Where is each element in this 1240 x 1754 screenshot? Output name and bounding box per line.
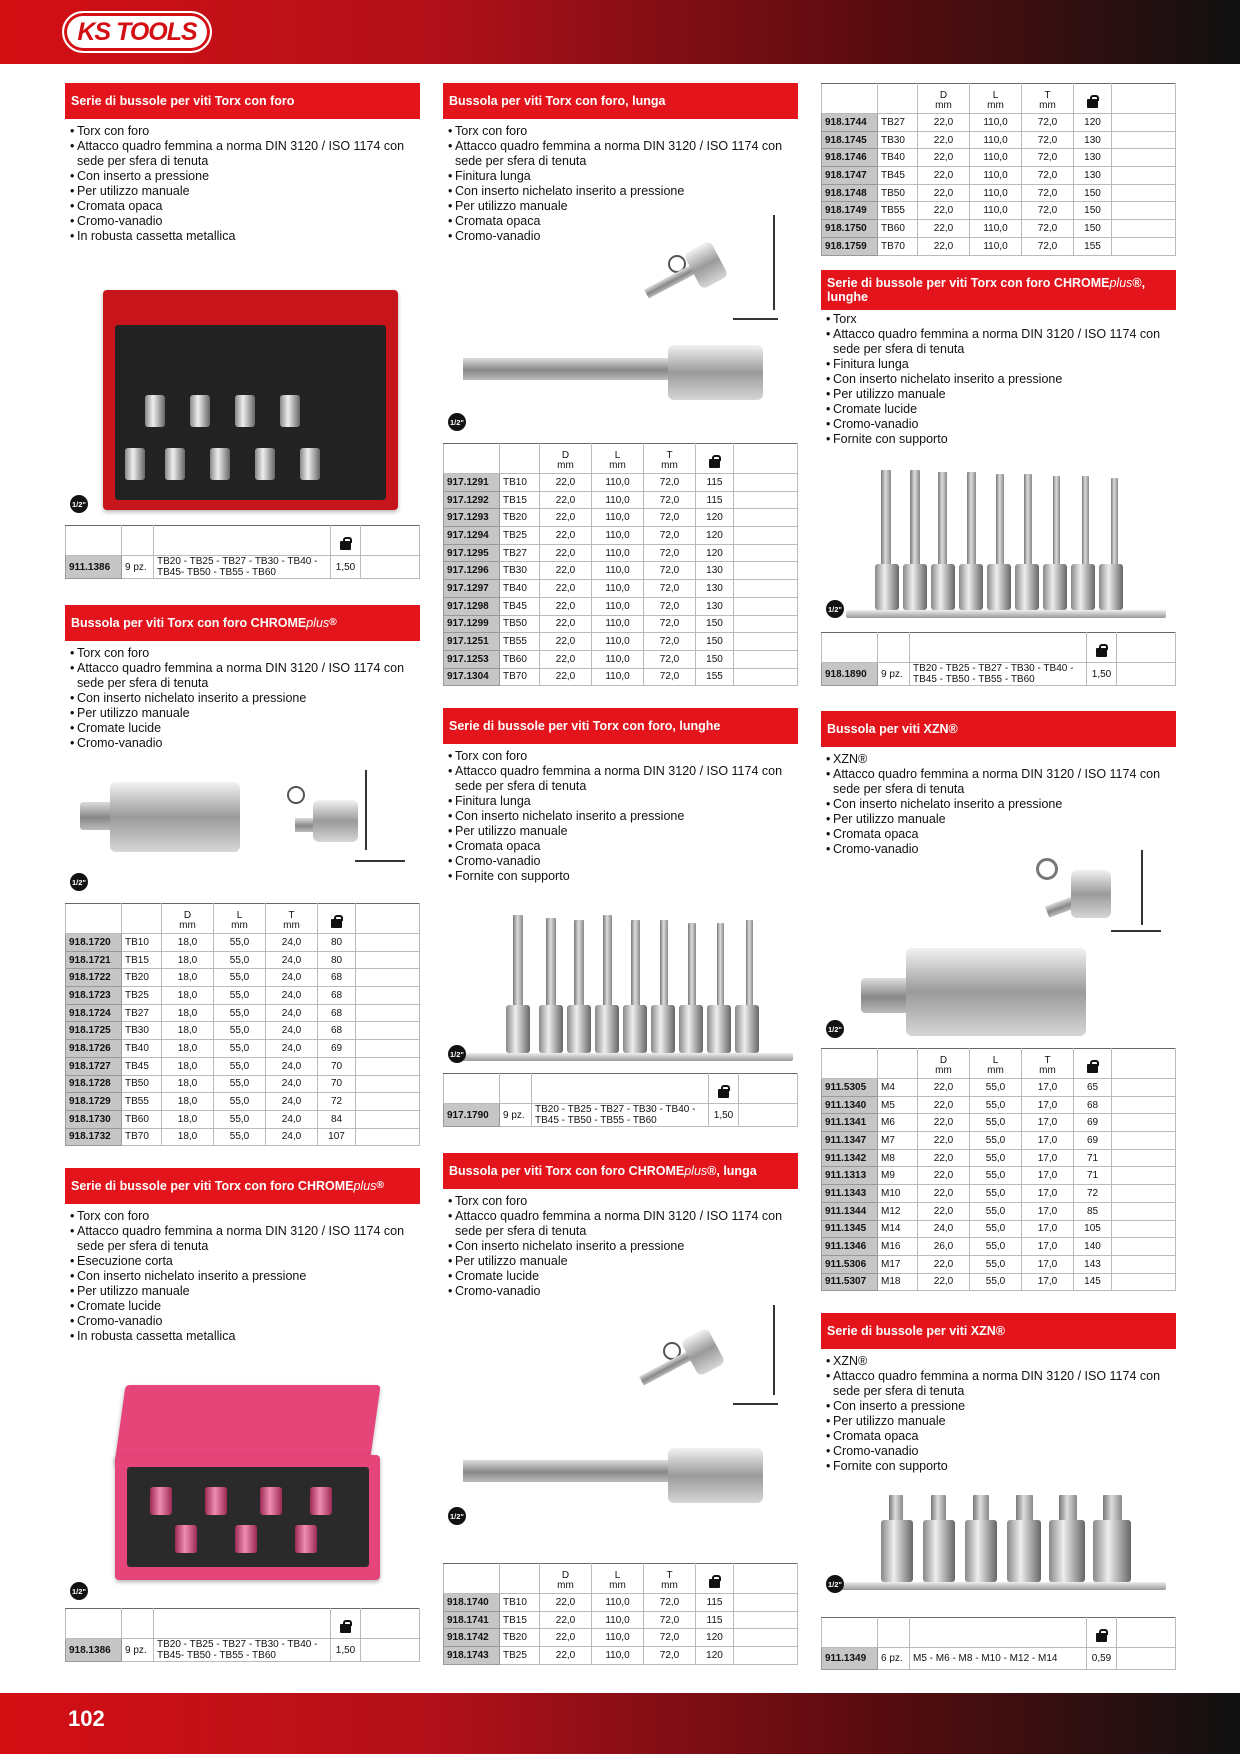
feature-item: • Esecuzione corta <box>65 1254 420 1269</box>
feature-item: • Cromata opaca <box>821 827 1176 842</box>
table-row: 911.1344 M12 22,0 55,0 17,0 85 <box>822 1202 1176 1220</box>
feature-item: • Cromate lucide <box>65 1299 420 1314</box>
feature-item: • Per utilizzo manuale <box>443 199 798 214</box>
product-image-xzn-rail-set <box>821 1490 1176 1605</box>
feature-item: • Cromo-vanadio <box>821 842 1176 857</box>
product-image-rail-set <box>443 905 798 1070</box>
table-row: 911.1346 M16 26,0 55,0 17,0 140 <box>822 1238 1176 1256</box>
feature-item: • Cromo-vanadio <box>443 854 798 869</box>
feature-item: • Con inserto nichelato inserito a pressione <box>443 809 798 824</box>
kit-table-s8: 918.1890 9 pz. TB20 - TB25 - TB27 - TB30 - TB40 - TB45 - TB50 - TB55 - TB60 1,50 <box>821 632 1176 686</box>
feature-item: • Con inserto nichelato inserito a pressione <box>821 797 1176 812</box>
feature-item: • Attacco quadro femmina a norma DIN 3120 / ISO 1174 con sede per sfera di tenuta <box>821 767 1176 797</box>
drive-size-badge: 1/2" <box>826 600 844 618</box>
drive-size-badge: 1/2" <box>448 1507 466 1525</box>
drive-size-badge: 1/2" <box>70 1582 88 1600</box>
drive-size-badge: 1/2" <box>826 1020 844 1038</box>
table-row: 911.5306 M17 22,0 55,0 17,0 143 <box>822 1255 1176 1273</box>
feature-item: • Per utilizzo manuale <box>65 184 420 199</box>
product-image-case-pink <box>65 1375 420 1600</box>
weight-icon <box>718 1085 729 1098</box>
weight-icon <box>709 455 720 468</box>
feature-item: • Con inserto nichelato inserito a pressione <box>443 1239 798 1254</box>
feature-item: • Torx con foro <box>65 646 420 661</box>
table-row: 917.1292 TB15 22,0 110,0 72,0 115 <box>444 491 798 509</box>
table-row: 918.1723 TB25 18,0 55,0 24,0 68 <box>66 987 420 1005</box>
feature-item: • Cromata opaca <box>821 1429 1176 1444</box>
section-917-1790 <box>443 708 798 884</box>
table-row: 911.1347 M7 22,0 55,0 17,0 69 <box>822 1132 1176 1150</box>
feature-item: • Cromo-vanadio <box>65 736 420 751</box>
table-row: 917.1293 TB20 22,0 110,0 72,0 120 <box>444 509 798 527</box>
section-title: Bussola per viti XZN® <box>821 711 1176 747</box>
feature-list <box>65 124 420 244</box>
kit-table-s1: 911.1386 9 pz. TB20 - TB25 - TB27 - TB30 - TB40 - TB45- TB50 - TB55 - TB60 1,50 <box>65 525 420 579</box>
feature-list <box>65 1209 420 1344</box>
section-title: Serie di bussole per viti Torx con foro CHROMEplus®, lunghe <box>821 270 1176 310</box>
section-918-1740 <box>443 1153 798 1299</box>
feature-item: • Fornite con supporto <box>821 1459 1176 1474</box>
table-row: 918.1740 TB10 22,0 110,0 72,0 115 <box>444 1594 798 1612</box>
feature-item: • Finitura lunga <box>821 357 1176 372</box>
feature-item: • Attacco quadro femmina a norma DIN 3120 / ISO 1174 con sede per sfera di tenuta <box>443 139 798 169</box>
table-row: 917.1297 TB40 22,0 110,0 72,0 130 <box>444 580 798 598</box>
table-row: 911.1342 M8 22,0 55,0 17,0 71 <box>822 1149 1176 1167</box>
drive-size-badge: 1/2" <box>448 1045 466 1063</box>
feature-item: • Fornite con supporto <box>821 432 1176 447</box>
weight-icon <box>1096 644 1107 657</box>
table-row: 917.1251 TB55 22,0 110,0 72,0 150 <box>444 633 798 651</box>
spec-table-s4: D mm L mm T mm 917.1291 TB10 22,0 110,0 72,0 115 917.1292 TB15 22,0 110,0 72,0 115 917.1293 TB20 22,0 110,0 72,0 120 917.1294 TB25 22,0 110,0 72,0 120 917.1295 TB27 22,0 110,0 72,0 120 917.1296 TB30 22,0 110,0 72,0 130 917.1297 TB40 22,0 110,0 72,0 130 917.1298 TB45 22,0 110,0 72,0 130 917.1299 TB50 22,0 110,0 72,0 150 917.1251 TB55 22,0 110,0 72,0 150 917.1253 TB60 22,0 110,0 72,0 150 917.1304 TB70 22,0 110,0 72,0 155 <box>443 443 798 686</box>
weight-icon <box>1087 1060 1098 1073</box>
section-title: Serie di bussole per viti Torx con foro <box>65 83 420 119</box>
section-title: Serie di bussole per viti Torx con foro CHROME plus ® <box>65 1168 420 1204</box>
drive-size-badge: 1/2" <box>448 413 466 431</box>
bottom-banner <box>0 1693 1240 1754</box>
spec-table-s2: D mm L mm T mm 918.1720 TB10 18,0 55,0 24,0 80 918.1721 TB15 18,0 55,0 24,0 80 918.1722 TB20 18,0 55,0 24,0 68 918.1723 TB25 18,0 55,0 24,0 68 918.1724 TB27 18,0 55,0 24,0 68 918.1725 TB30 18,0 55,0 24,0 68 918.1726 TB40 18,0 55,0 24,0 69 918.1727 TB45 18,0 55,0 24,0 70 918.1728 TB50 18,0 55,0 24,0 70 918.1729 TB55 18,0 55,0 24,0 72 918.1730 TB60 18,0 55,0 24,0 84 918.1732 TB70 18,0 55,0 24,0 107 <box>65 903 420 1146</box>
table-row: 918.1722 TB20 18,0 55,0 24,0 68 <box>66 969 420 987</box>
feature-item: • Torx con foro <box>443 1194 798 1209</box>
table-row: 918.1741 TB15 22,0 110,0 72,0 115 <box>444 1611 798 1629</box>
feature-item: • XZN® <box>821 1354 1176 1369</box>
weight-icon <box>1096 1629 1107 1642</box>
table-row: 918.1748 TB50 22,0 110,0 72,0 150 <box>822 184 1176 202</box>
weight-icon <box>340 537 351 550</box>
feature-item: • Cromo-vanadio <box>65 214 420 229</box>
table-row: 917.1298 TB45 22,0 110,0 72,0 130 <box>444 597 798 615</box>
feature-item: • Per utilizzo manuale <box>65 1284 420 1299</box>
section-title: Bussola per viti Torx con foro CHROME plus ®, lunga <box>443 1153 798 1189</box>
table-row: 911.5305 M4 22,0 55,0 17,0 65 <box>822 1079 1176 1097</box>
weight-icon <box>331 915 342 928</box>
section-918-1720 <box>65 605 420 751</box>
table-row: 918.1720 TB10 18,0 55,0 24,0 80 <box>66 934 420 952</box>
table-row: 918.1750 TB60 22,0 110,0 72,0 150 <box>822 220 1176 238</box>
feature-item: • Cromo-vanadio <box>443 229 798 244</box>
section-911-1349 <box>821 1313 1176 1474</box>
table-row: 918.1747 TB45 22,0 110,0 72,0 130 <box>822 167 1176 185</box>
section-918-1386 <box>65 1168 420 1344</box>
feature-item: • Fornite con supporto <box>443 869 798 884</box>
weight-icon <box>709 1575 720 1588</box>
feature-item: • In robusta cassetta metallica <box>65 1329 420 1344</box>
feature-item: • Attacco quadro femmina a norma DIN 3120 / ISO 1174 con sede per sfera di tenuta <box>65 139 420 169</box>
feature-item: • Per utilizzo manuale <box>821 387 1176 402</box>
table-row: 911.5307 M18 22,0 55,0 17,0 145 <box>822 1273 1176 1291</box>
feature-list <box>821 1354 1176 1474</box>
section-911-1386 <box>65 83 420 244</box>
table-row: 911.1341 M6 22,0 55,0 17,0 69 <box>822 1114 1176 1132</box>
feature-item: • Cromo-vanadio <box>821 417 1176 432</box>
kit-table-s3: 918.1386 9 pz. TB20 - TB25 - TB27 - TB30 - TB40 - TB45- TB50 - TB55 - TB60 1,50 <box>65 1608 420 1662</box>
kit-table-s5: 917.1790 9 pz. TB20 - TB25 - TB27 - TB30 - TB40 - TB45 - TB50 - TB55 - TB60 1,50 <box>443 1073 798 1127</box>
table-row: 918.1732 TB70 18,0 55,0 24,0 107 <box>66 1128 420 1146</box>
table-row: 917.1304 TB70 22,0 110,0 72,0 155 <box>444 668 798 686</box>
table-row: 917.1299 TB50 22,0 110,0 72,0 150 <box>444 615 798 633</box>
table-row: 918.1724 TB27 18,0 55,0 24,0 68 <box>66 1004 420 1022</box>
section-title: Bussola per viti Torx con foro, lunga <box>443 83 798 119</box>
feature-item: • Per utilizzo manuale <box>821 1414 1176 1429</box>
feature-item: • Attacco quadro femmina a norma DIN 3120 / ISO 1174 con sede per sfera di tenuta <box>443 764 798 794</box>
feature-item: • Cromo-vanadio <box>443 1284 798 1299</box>
table-row: 917.1291 TB10 22,0 110,0 72,0 115 <box>444 474 798 492</box>
feature-item: • Finitura lunga <box>443 169 798 184</box>
product-image-rail-set-chrome <box>821 462 1176 622</box>
feature-item: • Con inserto a pressione <box>65 169 420 184</box>
feature-item: • Cromate lucide <box>821 402 1176 417</box>
drive-size-badge: 1/2" <box>70 495 88 513</box>
page-number: 102 <box>68 1706 105 1731</box>
table-row: 918.1744 TB27 22,0 110,0 72,0 120 <box>822 114 1176 132</box>
table-row: 918.1729 TB55 18,0 55,0 24,0 72 <box>66 1093 420 1111</box>
feature-item: • Cromata opaca <box>65 199 420 214</box>
table-row: 918.1727 TB45 18,0 55,0 24,0 70 <box>66 1057 420 1075</box>
feature-item: • Per utilizzo manuale <box>443 824 798 839</box>
feature-item: • Finitura lunga <box>443 794 798 809</box>
feature-item: • Con inserto nichelato inserito a pressione <box>65 1269 420 1284</box>
kit-table-s10: 911.1349 6 pz. M5 - M6 - M8 - M10 - M12 - M14 0,59 <box>821 1617 1176 1670</box>
table-row: 911.1345 M14 24,0 55,0 17,0 105 <box>822 1220 1176 1238</box>
table-row: 918.1742 TB20 22,0 110,0 72,0 120 <box>444 1629 798 1647</box>
table-row: 918.1745 TB30 22,0 110,0 72,0 130 <box>822 131 1176 149</box>
spec-table-s7: D mm L mm T mm 918.1744 TB27 22,0 110,0 72,0 120 918.1745 TB30 22,0 110,0 72,0 130 918.1746 TB40 22,0 110,0 72,0 130 918.1747 TB45 22,0 110,0 72,0 130 918.1748 TB50 22,0 110,0 72,0 150 918.1749 TB55 22,0 110,0 72,0 150 918.1750 TB60 22,0 110,0 72,0 150 918.1759 TB70 22,0 110,0 72,0 155 <box>821 83 1176 256</box>
weight-icon <box>1087 95 1098 108</box>
table-row: 917.1294 TB25 22,0 110,0 72,0 120 <box>444 527 798 545</box>
feature-item: • Attacco quadro femmina a norma DIN 3120 / ISO 1174 con sede per sfera di tenuta <box>821 1369 1176 1399</box>
table-row: 918.1759 TB70 22,0 110,0 72,0 155 <box>822 237 1176 255</box>
product-image-xzn-socket <box>821 830 1176 1040</box>
feature-item: • Con inserto nichelato inserito a pressione <box>65 691 420 706</box>
section-title: Bussola per viti Torx con foro CHROME plus ® <box>65 605 420 641</box>
table-row: 917.1253 TB60 22,0 110,0 72,0 150 <box>444 650 798 668</box>
spec-table-s6: D mm L mm T mm 918.1740 TB10 22,0 110,0 72,0 115 918.1741 TB15 22,0 110,0 72,0 115 918.1742 TB20 22,0 110,0 72,0 120 918.1743 TB25 22,0 110,0 72,0 120 <box>443 1563 798 1665</box>
table-row: 918.1726 TB40 18,0 55,0 24,0 69 <box>66 1040 420 1058</box>
table-row: 918.1743 TB25 22,0 110,0 72,0 120 <box>444 1647 798 1665</box>
table-row: 918.1721 TB15 18,0 55,0 24,0 80 <box>66 951 420 969</box>
table-row: 918.1746 TB40 22,0 110,0 72,0 130 <box>822 149 1176 167</box>
spec-table-s9: D mm L mm T mm 911.5305 M4 22,0 55,0 17,0 65 911.1340 M5 22,0 55,0 17,0 68 911.1341 M6 22,0 55,0 17,0 69 911.1347 M7 22,0 55,0 17,0 69 911.1342 M8 22,0 55,0 17,0 71 911.1313 M9 22,0 55,0 17,0 71 911.1343 M10 22,0 55,0 17,0 72 911.1344 M12 22,0 55,0 17,0 85 911.1345 M14 24,0 55,0 17,0 105 911.1346 M16 26,0 55,0 17,0 140 911.5306 M17 22,0 55,0 17,0 143 911.5307 M18 22,0 55,0 17,0 145 <box>821 1048 1176 1291</box>
feature-list <box>443 1194 798 1299</box>
product-image-socket <box>65 760 420 895</box>
feature-item: • Torx con foro <box>443 124 798 139</box>
feature-item: • Attacco quadro femmina a norma DIN 3120 / ISO 1174 con sede per sfera di tenuta <box>443 1209 798 1239</box>
feature-item: • Cromata opaca <box>443 214 798 229</box>
weight-icon <box>340 1620 351 1633</box>
table-row: 917.1295 TB27 22,0 110,0 72,0 120 <box>444 544 798 562</box>
feature-item: • Per utilizzo manuale <box>443 1254 798 1269</box>
product-image-case <box>65 260 420 518</box>
feature-item: • Attacco quadro femmina a norma DIN 3120 / ISO 1174 con sede per sfera di tenuta <box>65 661 420 691</box>
feature-item: • Con inserto nichelato inserito a pressione <box>443 184 798 199</box>
product-image-long-socket-chrome <box>443 1300 798 1525</box>
feature-item: • Torx <box>821 312 1176 327</box>
feature-item: • Per utilizzo manuale <box>65 706 420 721</box>
feature-item: • XZN® <box>821 752 1176 767</box>
section-918-1890 <box>821 270 1176 447</box>
feature-item: • Torx con foro <box>65 1209 420 1224</box>
feature-item: • Cromo-vanadio <box>821 1444 1176 1459</box>
feature-item: • Con inserto a pressione <box>821 1399 1176 1414</box>
table-row: 918.1725 TB30 18,0 55,0 24,0 68 <box>66 1022 420 1040</box>
feature-item: • Cromate lucide <box>65 721 420 736</box>
section-title: Serie di bussole per viti XZN® <box>821 1313 1176 1349</box>
table-row: 911.1343 M10 22,0 55,0 17,0 72 <box>822 1185 1176 1203</box>
feature-item: • Torx con foro <box>443 749 798 764</box>
feature-item: • Cromo-vanadio <box>65 1314 420 1329</box>
drive-size-badge: 1/2" <box>826 1575 844 1593</box>
table-row: 911.1340 M5 22,0 55,0 17,0 68 <box>822 1096 1176 1114</box>
feature-list <box>821 312 1176 447</box>
drive-size-badge: 1/2" <box>70 873 88 891</box>
table-row: 918.1728 TB50 18,0 55,0 24,0 70 <box>66 1075 420 1093</box>
feature-item: • Con inserto nichelato inserito a pressione <box>821 372 1176 387</box>
feature-item: • Attacco quadro femmina a norma DIN 3120 / ISO 1174 con sede per sfera di tenuta <box>65 1224 420 1254</box>
feature-item: • Cromata opaca <box>443 839 798 854</box>
brand-logo: KS TOOLS <box>62 11 212 53</box>
feature-item: • Attacco quadro femmina a norma DIN 3120 / ISO 1174 con sede per sfera di tenuta <box>821 327 1176 357</box>
product-image-long-socket <box>443 210 798 440</box>
feature-item: • In robusta cassetta metallica <box>65 229 420 244</box>
feature-list <box>443 749 798 884</box>
section-title: Serie di bussole per viti Torx con foro, lunghe <box>443 708 798 744</box>
table-row: 918.1730 TB60 18,0 55,0 24,0 84 <box>66 1110 420 1128</box>
feature-list <box>65 646 420 751</box>
feature-item: • Torx con foro <box>65 124 420 139</box>
feature-item: • Cromate lucide <box>443 1269 798 1284</box>
table-row: 911.1313 M9 22,0 55,0 17,0 71 <box>822 1167 1176 1185</box>
table-row: 917.1296 TB30 22,0 110,0 72,0 130 <box>444 562 798 580</box>
feature-item: • Per utilizzo manuale <box>821 812 1176 827</box>
table-row: 918.1749 TB55 22,0 110,0 72,0 150 <box>822 202 1176 220</box>
